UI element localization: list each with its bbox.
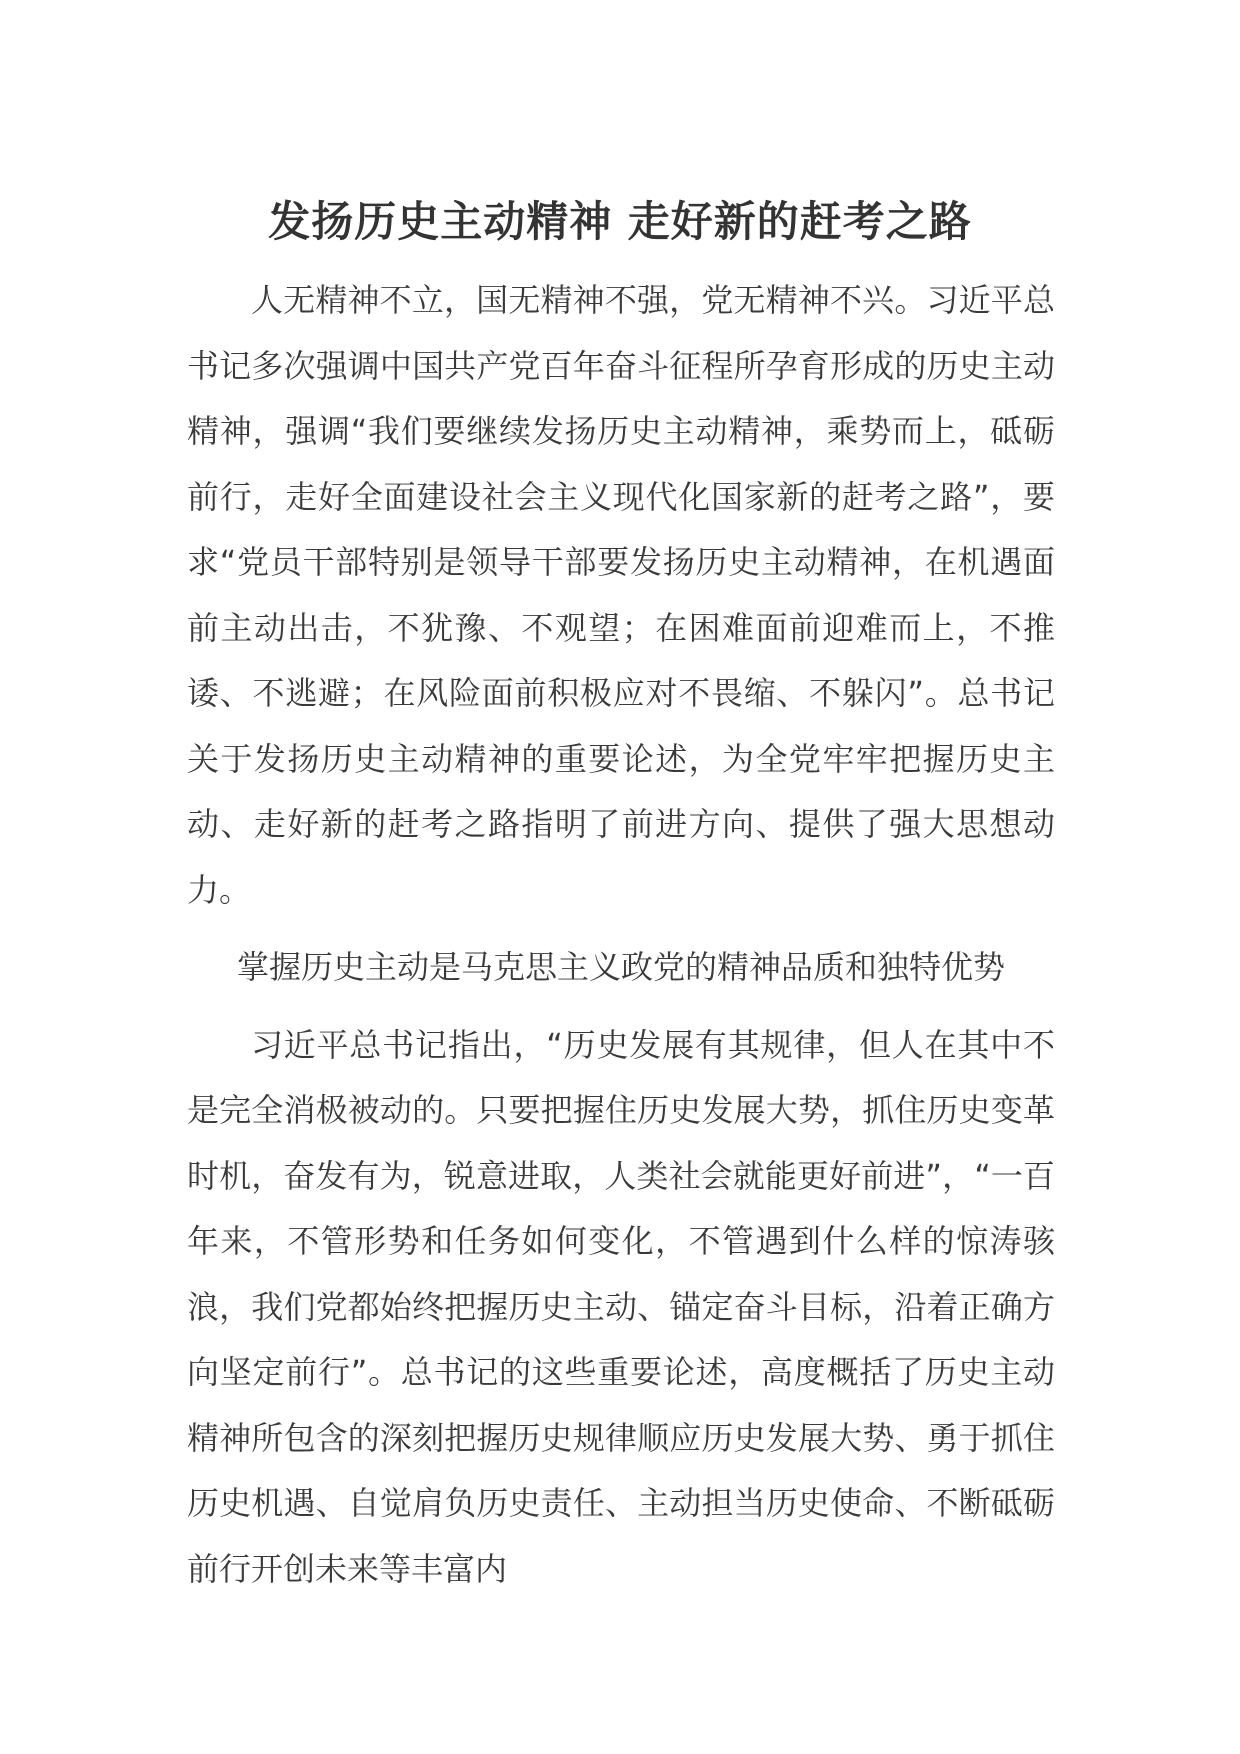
- section-subheading: 掌握历史主动是马克思主义政党的精神品质和独特优势: [237, 948, 1006, 986]
- document-title: 发扬历史主动精神 走好新的赶考之路: [268, 197, 972, 246]
- paragraph-intro: 人无精神不立，国无精神不强，党无精神不兴。习近平总书记多次强调中国共产党百年奋斗征程所孕育形成的历史主动精神，强调“我们要继续发扬历史主动精神，乘势而上，砥砺前行，走好全面建设社会主义现代化国家新的赶考之路”，要求“党员干部特别是领导干部要发扬历史主动精神，在机遇面前主动出击，不犹豫、不观望；在困难面前迎难而上，不推诿、不逃避；在风险面前积极应对不畏缩、不躲闪”。总书记关于发扬历史主动精神的重要论述，为全党牢牢把握历史主动、走好新的赶考之路指明了前进方向、提供了强大思想动力。: [187, 281, 1055, 909]
- document-body: [187, 268, 1055, 1602]
- paragraph-section-1: 习近平总书记指出，“历史发展有其规律，但人在其中不是完全消极被动的。只要把握住历史发展大势，抓住历史变革时机，奋发有为，锐意进取，人类社会就能更好前进”，“一百年来，不管形势和任务如何变化，不管遇到什么样的惊涛骇浪，我们党都始终把握历史主动、锚定奋斗目标，沿着正确方向坚定前行”。总书记的这些重要论述，高度概括了历史主动精神所包含的深刻把握历史规律顺应历史发展大势、勇于抓住历史机遇、自觉肩负历史责任、主动担当历史使命、不断砥砺前行开创未来等丰富内: [187, 1025, 1055, 1588]
